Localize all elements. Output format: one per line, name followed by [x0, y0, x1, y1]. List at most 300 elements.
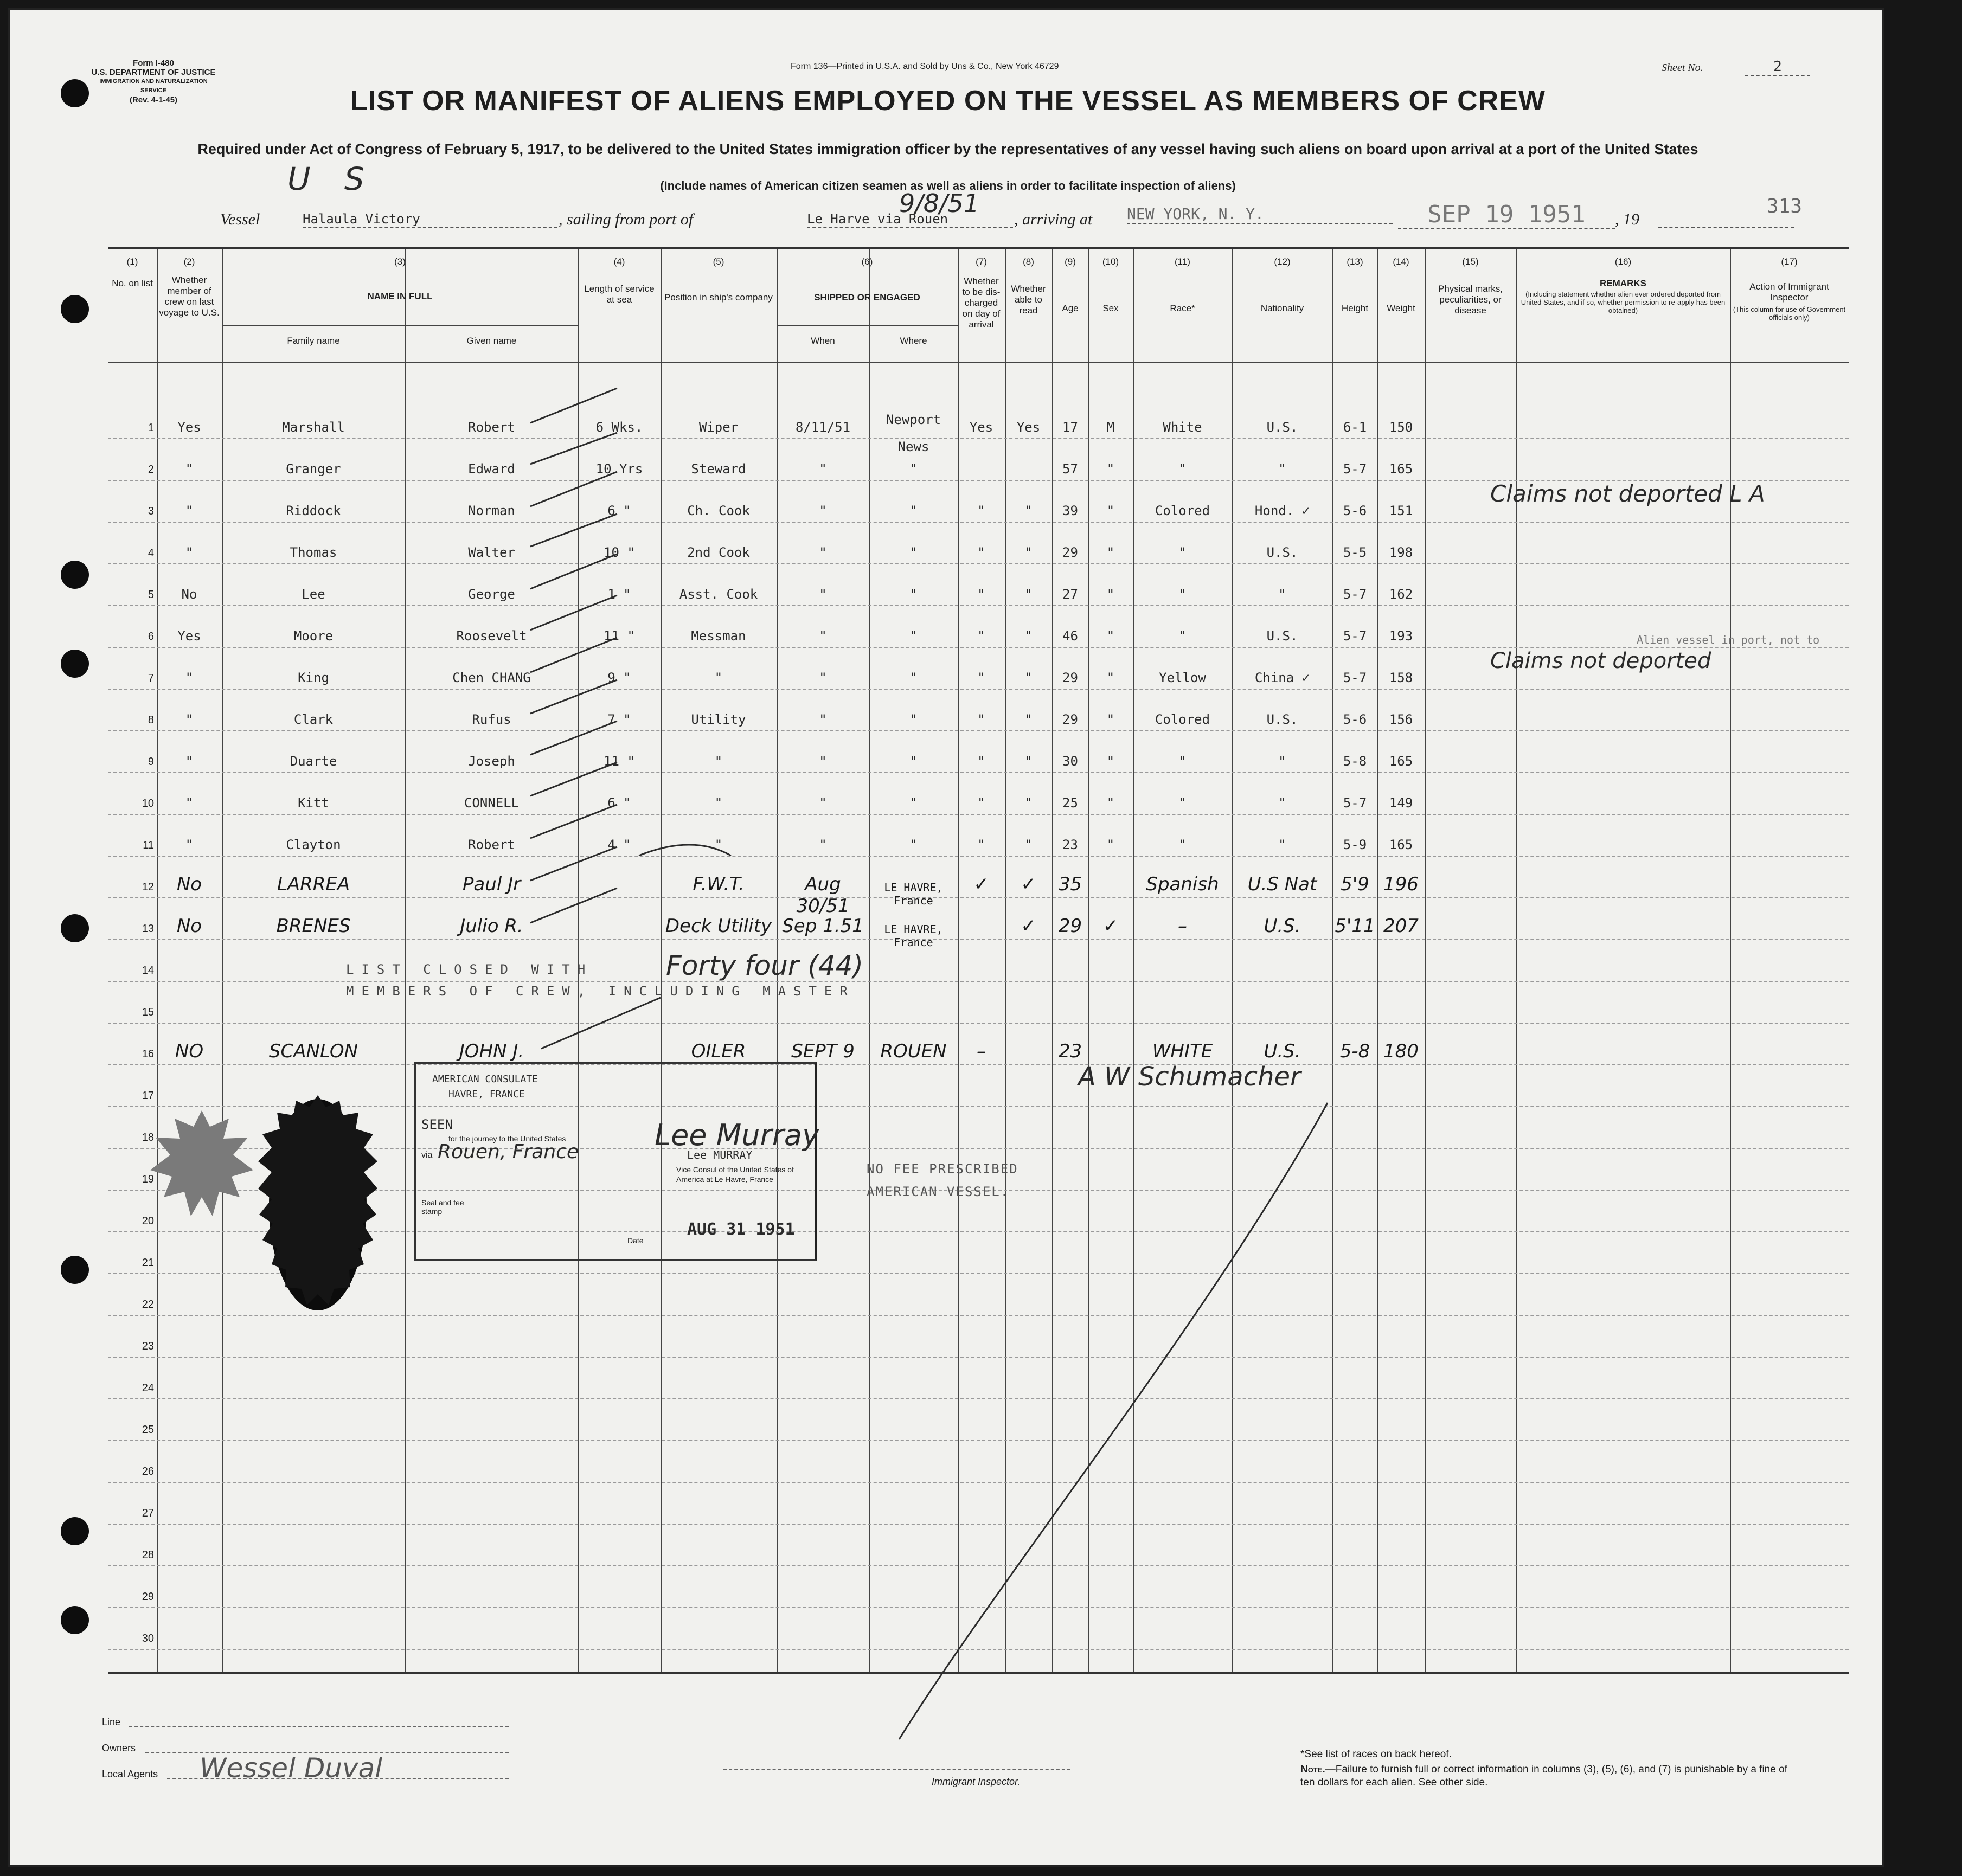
row-rule [108, 1482, 1849, 1483]
row-number: 23 [142, 1340, 154, 1352]
punch-hole [61, 1517, 89, 1545]
cell-weight: 198 [1389, 545, 1413, 560]
column-number: (17) [1781, 256, 1798, 267]
cell-length: 6 Wks. [595, 420, 643, 435]
cell-read: " [1024, 670, 1033, 685]
cell-last: " [185, 837, 194, 852]
consulate-line-1: AMERICAN CONSULATE [432, 1074, 538, 1085]
row-rule [108, 1565, 1849, 1566]
page-stamp: 313 [1767, 195, 1803, 217]
column-number: (2) [183, 256, 195, 267]
row-number: 11 [143, 839, 154, 851]
punch-hole [61, 914, 89, 942]
cell-last: " [185, 795, 194, 811]
cell-sex: " [1106, 754, 1115, 769]
arrival-date: SEP 19 1951 [1398, 201, 1615, 229]
cell-position: F.W.T. [693, 873, 745, 895]
owners-label: Owners [102, 1743, 136, 1753]
cell-where: LE HAVRE, France [884, 881, 943, 907]
cell-nat: China ✓ [1254, 670, 1310, 685]
header-action-sub: (This column for use of Government officials only) [1733, 305, 1846, 322]
cell-nat: U.S. [1266, 628, 1298, 644]
cell-length: 4 " [607, 837, 631, 852]
cell-when: " [819, 670, 827, 685]
cell-weight: 151 [1389, 503, 1413, 518]
row-number: 26 [142, 1466, 154, 1477]
cell-family: Marshall [282, 420, 345, 435]
cell-length: 6 " [607, 795, 631, 811]
row-number: 22 [142, 1299, 154, 1310]
cell-read: " [1024, 503, 1033, 518]
cell-given: Robert [468, 420, 515, 435]
row-rule [108, 605, 1849, 606]
header-height: Height [1341, 303, 1369, 313]
no-fee-note: NO FEE PRESCRIBED [867, 1161, 1018, 1177]
cell-weight: 149 [1389, 795, 1413, 811]
page-title: LIST OR MANIFEST OF ALIENS EMPLOYED ON THE VESSEL AS MEMBERS OF CREW [350, 85, 1546, 117]
row-number: 10 [142, 798, 154, 809]
cell-length: 11 " [604, 628, 635, 644]
cell-weight: 180 [1383, 1040, 1419, 1062]
cell-height: 5-8 [1343, 754, 1367, 769]
cell-weight: 156 [1389, 712, 1413, 727]
row-rule [108, 939, 1849, 940]
cell-weight: 150 [1389, 420, 1413, 435]
cell-when: " [819, 837, 827, 852]
row-number: 6 [148, 631, 154, 643]
row-rule [108, 1064, 1849, 1065]
column-divider [958, 249, 959, 1672]
cell-position: " [714, 795, 723, 811]
cell-age: 39 [1062, 503, 1078, 518]
sail-date: 9/8/51 [899, 189, 980, 218]
row-rule [108, 647, 1849, 648]
cell-height: 5-7 [1343, 670, 1367, 685]
cell-disch: " [977, 628, 985, 644]
row-number: 21 [142, 1257, 154, 1269]
cell-nat: " [1278, 795, 1286, 811]
cell-race: " [1178, 837, 1187, 852]
cell-nat: " [1278, 837, 1286, 852]
agents-label: Local Agents [102, 1769, 158, 1779]
sailing-from: Le Harve via Rouen [807, 211, 1013, 228]
department: U.S. DEPARTMENT OF JUSTICE [91, 68, 216, 77]
cell-height: 5-7 [1343, 587, 1367, 602]
cell-height: 6-1 [1343, 420, 1367, 435]
row-number: 1 [148, 422, 154, 434]
cell-weight: 193 [1389, 628, 1413, 644]
cell-family: Moore [293, 628, 334, 644]
cell-disch: ✓ [973, 873, 989, 895]
row-rule [108, 856, 1849, 857]
cell-height: 5'11 [1335, 915, 1375, 937]
punch-hole [61, 295, 89, 323]
cell-family: Riddock [286, 503, 341, 518]
row-number: 27 [142, 1507, 154, 1519]
row-number: 4 [148, 547, 154, 559]
row-number: 30 [142, 1633, 154, 1644]
cell-length: 11 " [604, 754, 635, 769]
cell-age: 29 [1058, 915, 1082, 937]
cell-disch: " [977, 837, 985, 852]
cell-given: Joseph [468, 754, 515, 769]
cell-given: Roosevelt [456, 628, 527, 644]
cell-position: 2nd Cook [687, 545, 750, 560]
row-rule [108, 522, 1849, 523]
inspector-signature: A W Schumacher [1078, 1062, 1301, 1092]
cell-when: " [819, 795, 827, 811]
cell-disch: " [977, 754, 985, 769]
cell-age: 25 [1062, 795, 1078, 811]
consulate-stamp [414, 1062, 817, 1261]
cell-height: 5-7 [1343, 628, 1367, 644]
cell-weight: 196 [1383, 873, 1419, 895]
header-remarks-sub: (Including statement whether alien ever ordered deported from United States, and if so, whether permission to re-apply has been obtained) [1521, 290, 1726, 314]
cell-sex: " [1106, 670, 1115, 685]
cell-last: Yes [177, 628, 201, 644]
cell-given: Julio R. [460, 915, 523, 937]
cell-race: " [1178, 545, 1187, 560]
cell-last: " [185, 545, 194, 560]
cell-family: LARREA [277, 873, 350, 895]
cell-sex: ✓ [1102, 915, 1119, 937]
row-number: 16 [142, 1048, 154, 1060]
row-number: 9 [148, 756, 154, 768]
list-closed-line-2: MEMBERS OF CREW, INCLUDING MASTER [346, 984, 855, 999]
cell-position: Asst. Cook [679, 587, 758, 602]
cell-sex: " [1106, 461, 1115, 477]
cell-family: Clayton [286, 837, 341, 852]
consulate-date-label: Date [627, 1236, 644, 1245]
header-able-read: Whether able to read [1011, 284, 1046, 316]
cell-family: Duarte [290, 754, 337, 769]
column-number: (8) [1023, 256, 1034, 267]
row-number: 19 [142, 1173, 154, 1185]
cell-where: Newport News [886, 412, 941, 454]
cell-last: NO [175, 1040, 204, 1062]
column-number: (3) [394, 256, 406, 267]
cell-race: " [1178, 795, 1187, 811]
header-name-in-full: NAME IN FULL [367, 291, 433, 301]
cell-given: Robert [468, 837, 515, 852]
cell-family: Lee [302, 587, 325, 602]
row-number: 12 [142, 881, 154, 893]
cell-height: 5-6 [1343, 503, 1367, 518]
cell-where: " [909, 587, 918, 602]
cell-read: " [1024, 795, 1033, 811]
cell-length: 6 " [607, 503, 631, 518]
cell-when: " [819, 545, 827, 560]
cell-given: Rufus [472, 712, 511, 727]
column-number: (14) [1393, 256, 1409, 267]
cell-position: Utility [691, 712, 746, 727]
printer-note: Form 136—Printed in U.S.A. and Sold by Uns & Co., New York 46729 [791, 62, 1059, 71]
cell-disch: " [977, 670, 985, 685]
cell-where: " [909, 712, 918, 727]
cell-age: 29 [1062, 712, 1078, 727]
header-length-service: Length of service at sea [584, 284, 655, 305]
cell-sex: " [1106, 837, 1115, 852]
cell-given: Chen CHANG [452, 670, 531, 685]
inspector-label: Immigrant Inspector. [932, 1776, 1021, 1787]
cell-race: " [1178, 628, 1187, 644]
header-discharged: Whether to be dis-charged on day of arrival [962, 276, 1001, 330]
inspector-field [723, 1769, 1070, 1770]
cell-race: Colored [1155, 712, 1210, 727]
row-rule [108, 438, 1849, 439]
header-position: Position in ship's company [664, 292, 773, 303]
cell-where: " [909, 795, 918, 811]
cell-where: LE HAVRE, France [884, 923, 943, 949]
list-closed-line-1: LIST CLOSED WITH [346, 962, 593, 977]
cell-where: " [909, 545, 918, 560]
row-rule [108, 1398, 1849, 1399]
cell-race: " [1178, 587, 1187, 602]
cell-age: 57 [1062, 461, 1078, 477]
cell-height: 5'9 [1341, 873, 1369, 895]
forty-four-count: Forty four (44) [666, 950, 863, 981]
column-number: (13) [1347, 256, 1363, 267]
cell-race: Spanish [1146, 873, 1219, 895]
cell-when: SEPT 9 [791, 1040, 855, 1062]
header-race: Race* [1170, 303, 1195, 313]
header-family-name: Family name [287, 336, 340, 346]
row-rule [108, 772, 1849, 773]
crew-table [108, 247, 1849, 1674]
cell-position: Ch. Cook [687, 503, 750, 518]
row-number: 28 [142, 1549, 154, 1561]
row-rule [108, 814, 1849, 815]
consulate-seal-label: Seal and fee stamp [421, 1198, 464, 1216]
cell-last: " [185, 712, 194, 727]
header-weight: Weight [1387, 303, 1415, 313]
column-divider [1516, 249, 1517, 1672]
row-number: 3 [148, 505, 154, 517]
cell-last: No [176, 915, 202, 937]
header-member-last-voyage: Whether member of crew on last voyage to U.S. [159, 275, 220, 318]
column-number: (15) [1462, 256, 1479, 267]
cell-height: 5-7 [1343, 795, 1367, 811]
us-handwritten-mark: U S [287, 160, 376, 197]
service: IMMIGRATION AND NATURALIZATION SERVICE [99, 78, 208, 94]
cell-weight: 165 [1389, 837, 1413, 852]
cell-family: SCANLON [268, 1040, 358, 1062]
cell-weight: 162 [1389, 587, 1413, 602]
cell-read: ✓ [1021, 873, 1036, 895]
remark-row-3: Claims not deported L A [1490, 480, 1765, 507]
cell-last: Yes [177, 420, 201, 435]
cell-family: BRENES [276, 915, 351, 937]
cell-age: 17 [1062, 420, 1078, 435]
cell-race: Yellow [1159, 670, 1206, 685]
cell-read: " [1024, 628, 1033, 644]
overlap-typed-text: Alien vessel in port, not to [1637, 633, 1820, 646]
column-number: (10) [1102, 256, 1119, 267]
cell-where: " [909, 503, 918, 518]
cell-when: 8/11/51 [795, 420, 851, 435]
cell-disch: " [977, 795, 985, 811]
vessel-name: Halaula Victory [303, 211, 557, 228]
header-given-name: Given name [466, 336, 517, 346]
header-bottom-line [108, 362, 1849, 363]
cell-weight: 165 [1389, 754, 1413, 769]
column-number: (12) [1274, 256, 1291, 267]
cell-read: Yes [1016, 420, 1041, 435]
row-number: 17 [142, 1090, 154, 1102]
row-number: 24 [142, 1382, 154, 1394]
cell-height: 5-5 [1343, 545, 1367, 560]
header-shipped: SHIPPED OR ENGAGED [814, 292, 920, 303]
row-number: 2 [148, 464, 154, 476]
cell-disch: " [977, 545, 985, 560]
note-label: Note. [1300, 1764, 1325, 1775]
cell-position: Deck Utility [665, 915, 772, 937]
cell-when: " [819, 712, 827, 727]
punch-hole [61, 1256, 89, 1284]
black-seal-icon [253, 1091, 383, 1319]
cell-last: " [185, 461, 194, 477]
cell-nat: " [1278, 587, 1286, 602]
cell-position: " [714, 837, 723, 852]
row-number: 5 [148, 589, 154, 601]
consulate-date: AUG 31 1951 [687, 1220, 795, 1239]
row-number: 29 [142, 1591, 154, 1603]
cell-length: 1 " [607, 587, 631, 602]
cell-nat: U.S. [1266, 545, 1298, 560]
cell-sex: " [1106, 503, 1115, 518]
cell-length: 7 " [607, 712, 631, 727]
cell-read: " [1024, 712, 1033, 727]
cell-when: " [819, 628, 827, 644]
cell-last: " [185, 503, 194, 518]
fine-note [1300, 1763, 1788, 1789]
cell-age: 46 [1062, 628, 1078, 644]
cell-sex: " [1106, 712, 1115, 727]
cell-when: " [819, 503, 827, 518]
row-rule [108, 563, 1849, 564]
column-number: (7) [976, 256, 987, 267]
cell-read: " [1024, 837, 1033, 852]
cell-where: " [909, 461, 918, 477]
cell-last: " [185, 754, 194, 769]
vessel-label: Vessel [220, 210, 260, 228]
cell-when: Sep 1.51 [782, 915, 864, 937]
row-rule [108, 1524, 1849, 1525]
cell-disch: Yes [969, 420, 993, 435]
note-text: —Failure to furnish full or correct information in columns (3), (5), (6), and (7) is punishable by a fine of ten dollars for each alien. See other side. [1300, 1764, 1787, 1788]
shipped-subheader-line [777, 325, 958, 326]
cell-read: " [1024, 754, 1033, 769]
cell-given: George [468, 587, 515, 602]
cell-given: JOHN J. [459, 1040, 524, 1062]
column-number: (9) [1065, 256, 1076, 267]
row-number: 20 [142, 1215, 154, 1227]
consul-title: Vice Consul of the United States of America at Le Havre, France [676, 1165, 794, 1184]
cell-where: " [909, 837, 918, 852]
cell-disch: " [977, 587, 985, 602]
manifest-sheet [8, 8, 1884, 1867]
row-rule [108, 1607, 1849, 1608]
revision: (Rev. 4-1-45) [129, 95, 178, 105]
cell-race: " [1178, 461, 1187, 477]
cell-where: ROUEN [880, 1040, 947, 1062]
header-nationality: Nationality [1260, 303, 1304, 313]
cell-length: 10 " [604, 545, 635, 560]
row-number: 15 [142, 1006, 154, 1018]
consul-name: Lee MURRAY [687, 1148, 753, 1161]
cell-length: 9 " [607, 670, 631, 685]
cell-last: No [176, 873, 202, 895]
column-number: (6) [861, 256, 873, 267]
header-where: Where [900, 336, 927, 346]
consulate-line-2: HAVRE, FRANCE [448, 1089, 525, 1100]
line-label: Line [102, 1717, 121, 1727]
cell-position: " [714, 670, 723, 685]
cell-family: Clark [293, 712, 334, 727]
row-rule [108, 1023, 1849, 1024]
cell-sex: " [1106, 587, 1115, 602]
races-note: *See list of races on back hereof. [1300, 1749, 1452, 1760]
cell-nat: Hond. ✓ [1254, 503, 1310, 518]
header-physical: Physical marks, peculiarities, or disease [1438, 284, 1503, 316]
cell-read: " [1024, 587, 1033, 602]
cell-nat: U.S. [1266, 712, 1298, 727]
grey-seal-icon [148, 1105, 256, 1224]
header-no-on-list: No. on list [112, 278, 153, 288]
cell-race: Colored [1155, 503, 1210, 518]
cell-age: 23 [1062, 837, 1078, 852]
cell-length: 10 Yrs [595, 461, 643, 477]
header-remarks: REMARKS [1600, 278, 1646, 288]
header-age: Age [1062, 303, 1079, 313]
cell-position: Messman [691, 628, 746, 644]
column-number: (4) [613, 256, 625, 267]
cell-disch: – [977, 1040, 986, 1062]
punch-hole [61, 561, 89, 589]
cell-race: WHITE [1152, 1040, 1213, 1062]
cell-position: Wiper [698, 420, 739, 435]
cell-height: 5-7 [1343, 461, 1367, 477]
cell-age: 27 [1062, 587, 1078, 602]
column-divider [1730, 249, 1731, 1672]
column-number: (11) [1175, 256, 1190, 267]
consulate-via-label: via [421, 1151, 433, 1160]
cell-disch: " [977, 503, 985, 518]
punch-hole [61, 1606, 89, 1634]
american-vessel-note: AMERICAN VESSEL. [867, 1184, 1010, 1199]
cell-given: Norman [468, 503, 515, 518]
cell-nat: " [1278, 754, 1286, 769]
column-divider [1005, 249, 1006, 1672]
cell-nat: U.S Nat [1247, 873, 1317, 895]
cell-given: CONNELL [464, 795, 520, 811]
cell-weight: 158 [1389, 670, 1413, 685]
arriving-at: NEW YORK, N. Y. [1127, 205, 1393, 224]
cell-race: White [1163, 420, 1202, 435]
cell-nat: U.S. [1264, 1040, 1301, 1062]
row-rule [108, 689, 1849, 690]
header-action: Action of Immigrant Inspector [1749, 281, 1829, 303]
cell-position: " [714, 754, 723, 769]
column-number: (1) [126, 256, 138, 267]
row-number: 14 [142, 965, 154, 976]
include-note: (Include names of American citizen seamen as well as aliens in order to facilitate inspection of aliens) [660, 179, 1236, 192]
cell-family: Thomas [290, 545, 337, 560]
cell-where: " [909, 628, 918, 644]
cell-given: Walter [468, 545, 515, 560]
cell-nat: " [1278, 461, 1286, 477]
arriving-label: , arriving at [1014, 210, 1093, 228]
